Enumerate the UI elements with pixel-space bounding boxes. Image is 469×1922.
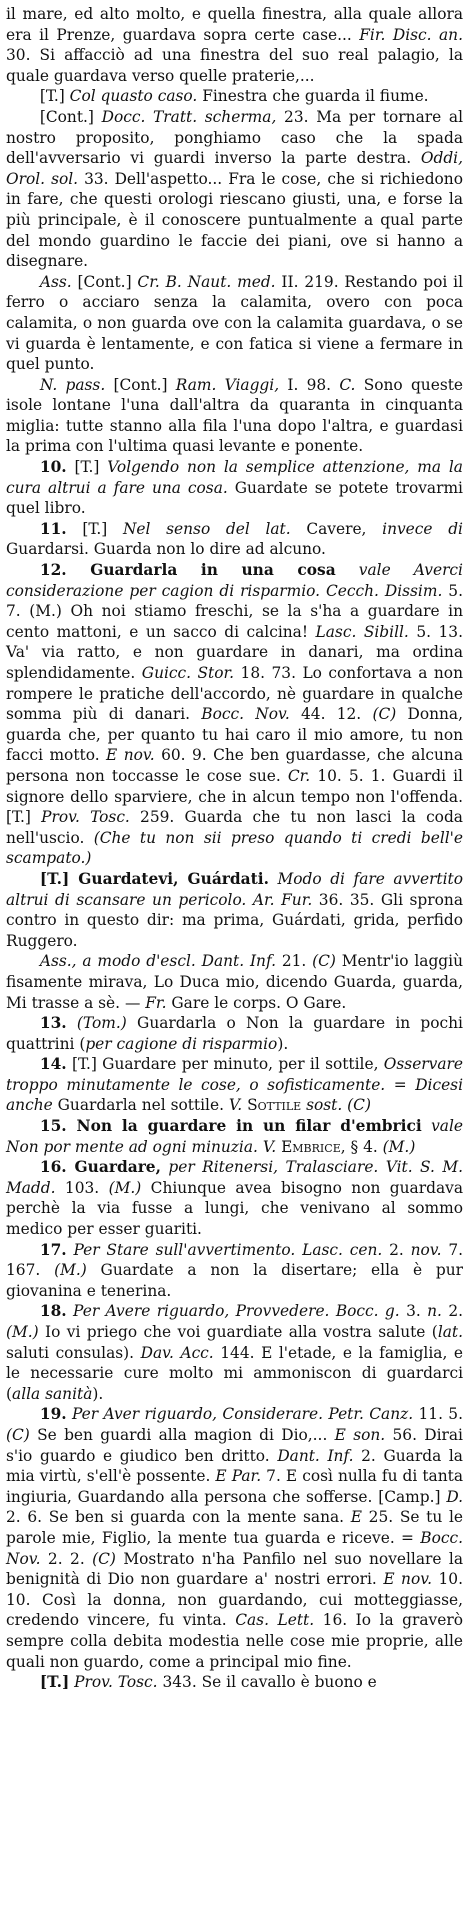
body-text: Guardate se potete trovarmi quel libro.: [6, 478, 463, 518]
italic-text: alla sanità: [12, 1384, 93, 1403]
body-text: Mostrato n'ha Panfilo nel suo novellare la benignità di Dio non guardare a' nostri errori.: [6, 1549, 464, 1589]
sense-heading: 19.: [39, 1405, 67, 1424]
body-text: ).: [277, 1034, 289, 1053]
italic-text: Bocc. g.: [335, 1302, 400, 1321]
italic-text: per cagione di risparmio: [85, 1034, 278, 1053]
body-text: 2. Guarda la mia virtù, s'ell'è possente.: [6, 1446, 463, 1486]
sense-heading: 17.: [39, 1240, 67, 1259]
sense-heading: 16. Guardare,: [39, 1158, 161, 1177]
body-text: Io vi priego che voi guardiate alla vostra salute (: [38, 1323, 438, 1341]
entry-paragraph: [6, 560, 463, 869]
body-text: Guardarsi. Guarda non lo dire ad alcuno.: [6, 540, 326, 559]
italic-text: (C): [372, 705, 397, 724]
italic-text: Fir. Disc. an.: [359, 25, 463, 44]
italic-text: (M.): [108, 1178, 142, 1197]
italic-text: (M.): [382, 1137, 416, 1156]
italic-text: Ass., a modo d'escl.: [39, 952, 196, 971]
text-column: [6, 4, 463, 1693]
entry-paragraph: [6, 1301, 463, 1404]
body-text: 11. 5.: [413, 1405, 463, 1424]
sense-heading: 18.: [39, 1302, 67, 1321]
body-text: II. 219. Restando poi il ferro o acciaro senza la calamita, overo con poca calamita, o non guarda ove con la calamita guardava, o se vi guarda è lentamente, e con fatica si viene a fermare in quel punto.: [6, 272, 463, 374]
body-text: 30. Si affacciò ad una finestra del suo real palagio, la quale guardava verso quelle praterie,...: [6, 46, 463, 85]
italic-text: Dant. Inf.: [277, 1446, 354, 1465]
entry-paragraph: [6, 951, 463, 1013]
sense-heading: 13.: [39, 1014, 67, 1033]
body-text: Guardate a non la disertare; ella è pur giovanina e tenerina.: [6, 1261, 463, 1300]
body-text: 2. 2.: [40, 1549, 93, 1568]
body-text: 259. Guarda che tu non lasci la coda nell'uscio.: [6, 808, 463, 847]
italic-text: Dant. Inf.: [201, 952, 276, 971]
italic-text: Cecch. Dissim.: [326, 581, 443, 600]
body-text: [T.] Guardare per minuto, per il sottile,: [66, 1055, 384, 1074]
italic-text: Prov. Tosc.: [74, 1673, 158, 1692]
body-text: [422, 1117, 431, 1135]
italic-text: (C): [347, 1096, 371, 1115]
body-text: [T.]: [39, 87, 70, 106]
body-text: 23. Ma per tornare al nostro proposito, ponghiamo caso che la spada dell'avversario vi guardi inverso la parte destra.: [6, 107, 464, 168]
body-text: 18. 73. Lo confortava a non rompere le pratiche dell'accordo, nè guardare in qualche somma più di danari.: [6, 664, 463, 724]
body-text: [269, 870, 278, 888]
italic-text: Lasc. cen.: [302, 1240, 383, 1259]
italic-text: Nel senso del lat.: [122, 519, 291, 538]
italic-text: Ram. Viaggi,: [175, 375, 280, 394]
italic-text: Prov. Tosc.: [41, 808, 130, 827]
body-text: [Cont.]: [71, 272, 138, 291]
body-text: Guardarla o Non la guardare in pochi quattrini (: [6, 1014, 463, 1053]
cross-reference: Embrice: [281, 1137, 341, 1156]
italic-text: E: [350, 1508, 362, 1527]
italic-text: Docc. Tratt. scherma,: [101, 107, 277, 126]
italic-text: E son.: [334, 1425, 386, 1444]
italic-text: n.: [427, 1302, 442, 1321]
entry-paragraph: [6, 869, 463, 951]
italic-text: nov.: [410, 1240, 442, 1259]
italic-text: Modo di fare avvertito altrui di scansare un pericolo.: [6, 869, 463, 909]
italic-text: Bocc. Nov.: [201, 705, 290, 724]
entry-paragraph: [6, 1116, 463, 1157]
italic-text: E nov.: [106, 746, 155, 765]
italic-text: (M.): [54, 1261, 87, 1280]
entry-paragraph: [6, 519, 463, 560]
italic-text: (C): [6, 1425, 30, 1444]
italic-text: vale Averci considerazione per cagion di risparmio.: [6, 561, 463, 600]
entry-paragraph: [6, 107, 463, 272]
body-text: 144. E l'etade, e la famiglia, e le necessarie cure molto mi ammoniscon di guardarci (: [6, 1343, 463, 1403]
entry-paragraph: [6, 375, 463, 457]
italic-text: Per Avere riguardo, Provvedere.: [73, 1302, 330, 1321]
body-text: 60. 9. Che ben guardasse, che alcuna persona non toccasse le cose sue.: [6, 746, 463, 785]
body-text: Se ben guardi alla magion di Dio,...: [29, 1425, 335, 1444]
italic-text: Petr. Canz.: [328, 1405, 414, 1424]
body-text: Chiunque avea bisogno non guardava perchè la via fusse a lungi, che venivano al sommo medico per esser guariti.: [6, 1178, 463, 1239]
body-text: 5. 13. Va' via ratto, e non guardare in danari, ma ordina splendidamente.: [6, 622, 463, 682]
italic-text: invece di: [382, 519, 463, 538]
sense-heading: 12. Guardarla in una cosa: [39, 561, 336, 580]
body-text: [Cont.]: [105, 375, 176, 394]
body-text: 7. 167.: [6, 1240, 464, 1280]
body-text: 7. E così nulla fu di tanta ingiuria, Guardando alla persona che sofferse. [Camp.]: [6, 1467, 464, 1506]
italic-text: Osservare troppo minutamente le cose, o sofisticamente.: [6, 1055, 463, 1094]
entry-paragraph: [6, 1157, 463, 1239]
body-text: 2.: [441, 1302, 463, 1321]
italic-text: (M.): [6, 1323, 39, 1341]
italic-text: Cr.: [287, 766, 311, 785]
body-text: ).: [92, 1384, 104, 1403]
body-text: 5. 7. (M.) Oh noi stiamo freschi, se la s'ha a guardare in cento mattoni, e un sacco di calcina!: [6, 581, 463, 641]
body-text: Donna, guarda che, per quanto tu hai caro il mio amore, tu non facci motto.: [6, 705, 463, 765]
italic-text: N. pass.: [39, 375, 106, 394]
body-text: 56. Dirai s'io guardo e giudico ben dritto.: [6, 1425, 463, 1465]
italic-text: Col quasto caso.: [69, 87, 198, 106]
body-text: [T.]: [66, 519, 123, 538]
italic-text: Guicc. Stor.: [141, 664, 235, 682]
body-text: , § 4.: [340, 1137, 383, 1156]
body-text: il mare, ed alto molto, e quella finestra, alla quale allora era il Prenze, guardava sopra certe case...: [6, 5, 463, 44]
body-text: Finestra che guarda il fiume.: [197, 87, 429, 106]
body-text: 10. 10. Così la donna, non guardando, cui motteggiasse, credendo vincere, fu vinta.: [6, 1570, 463, 1630]
body-text: 33. Dell'aspetto... Fra le cose, che si richiedono in fare, che questi orologi riescano giusti, una, e forse la più principale, è il conoscere puntualmente a qual parte del mondo guardino le faccie dei piani, ove si hanno a disegnare.: [6, 169, 463, 271]
body-text: [378, 1158, 385, 1176]
body-text: 21.: [275, 952, 313, 971]
entry-paragraph: [6, 1013, 463, 1054]
body-text: 2.: [382, 1240, 411, 1259]
italic-text: D.: [446, 1487, 463, 1506]
italic-text: Cr. B. Naut. med.: [137, 272, 276, 291]
sense-heading: 10.: [39, 458, 67, 477]
entry-paragraph: [6, 1672, 463, 1693]
italic-text: Ass.: [39, 272, 72, 291]
entry-paragraph: [6, 86, 463, 107]
body-text: I. 98.: [279, 375, 340, 394]
body-text: Guardarla nel sottile.: [52, 1096, 229, 1115]
italic-text: Volgendo non la semplice attenzione, ma la cura altrui a fare una cosa.: [6, 458, 463, 497]
italic-text: E Par.: [215, 1467, 262, 1486]
entry-paragraph: [6, 272, 463, 375]
body-text: 44. 12.: [289, 705, 373, 724]
sense-heading: 14.: [39, 1055, 67, 1074]
italic-text: Vit. S. M. Madd.: [6, 1158, 463, 1197]
italic-text: Bocc. Nov.: [6, 1528, 463, 1568]
italic-text: Per Aver riguardo, Considerare.: [72, 1405, 324, 1424]
sense-heading: 11.: [39, 519, 67, 538]
italic-text: vale Non por mente ad ogni minuzia.: [6, 1117, 463, 1156]
entry-paragraph: [6, 457, 463, 519]
italic-text: Cas. Lett.: [235, 1611, 315, 1630]
italic-text: (Che tu non sii preso quando ti credi bell'e scampato.): [6, 828, 463, 868]
italic-text: per Ritenersi, Tralasciare.: [168, 1158, 379, 1177]
body-text: Cavere,: [290, 519, 383, 538]
italic-text: sost.: [306, 1096, 343, 1115]
body-text: [336, 561, 359, 579]
body-text: 3.: [399, 1302, 428, 1321]
entry-paragraph: [6, 1404, 463, 1672]
cross-reference: Sottile: [247, 1096, 302, 1115]
body-text: =: [385, 1075, 416, 1094]
body-text: 343. Se il cavallo è buono e: [157, 1673, 377, 1692]
italic-text: Fr.: [145, 993, 167, 1012]
italic-text: Per Stare sull'avvertimento.: [73, 1240, 296, 1259]
sense-heading: [T.]: [39, 1673, 70, 1692]
sense-heading: 15. Non la guardare in un filar d'embrici: [39, 1117, 422, 1136]
italic-text: E nov.: [383, 1570, 432, 1589]
italic-text: Dicesi anche: [6, 1075, 463, 1115]
body-text: Gare le corps. O Gare.: [166, 993, 347, 1012]
italic-text: Oddi, Orol. sol.: [6, 149, 463, 188]
body-text: Sono queste isole lontane l'una dall'altra da quaranta in cinquanta miglia: tutte stanno alla fila l'una dopo l'altra, e guardasi la prima con l'ultima quasi levante e ponente.: [6, 375, 464, 456]
body-text: 2. 6. Se ben si guarda con la mente sana.: [6, 1508, 351, 1527]
italic-text: lat.: [437, 1323, 463, 1341]
body-text: [Cont.]: [39, 107, 102, 126]
italic-text: C.: [339, 375, 356, 394]
body-text: 103.: [55, 1178, 109, 1197]
body-text: Mentr'io laggiù fisamente mirava, Lo Duca mio, dicendo Guarda, guarda, Mi trasse a sè. —: [6, 952, 463, 1012]
italic-text: (C): [92, 1549, 116, 1568]
body-text: 36. 35. Gli sprona contro in questo dir: ma prima, Guárdati, grida, perfido Ruggero.: [6, 890, 463, 950]
italic-text: Ar. Fur.: [252, 890, 313, 909]
entry-paragraph: [6, 4, 463, 86]
entry-paragraph: [6, 1240, 463, 1302]
body-text: 25. Se tu le parole mie, Figlio, la mente tua guarda e riceve. =: [6, 1508, 463, 1547]
sense-heading: [T.] Guardatevi, Guárdati.: [39, 869, 269, 888]
body-text: [67, 1014, 77, 1032]
italic-text: V.: [228, 1096, 243, 1115]
body-text: 16. Io la graverò sempre colla debita modestia nelle cose mie proprie, alle quali non guardo, come a principal mio fine.: [6, 1611, 463, 1671]
italic-text: Dav. Acc.: [140, 1343, 214, 1362]
italic-text: V.: [262, 1137, 277, 1156]
italic-text: Lasc. Sibill.: [315, 622, 409, 641]
body-text: saluti consulas).: [6, 1343, 141, 1362]
body-text: [T.]: [66, 458, 108, 477]
italic-text: (C): [312, 952, 336, 971]
body-text: 10. 5. 1. Guardi il signore dello sparviere, che in alcun tempo non l'offenda. [T.]: [6, 766, 463, 827]
entry-paragraph: [6, 1054, 463, 1116]
italic-text: (Tom.): [76, 1014, 127, 1033]
